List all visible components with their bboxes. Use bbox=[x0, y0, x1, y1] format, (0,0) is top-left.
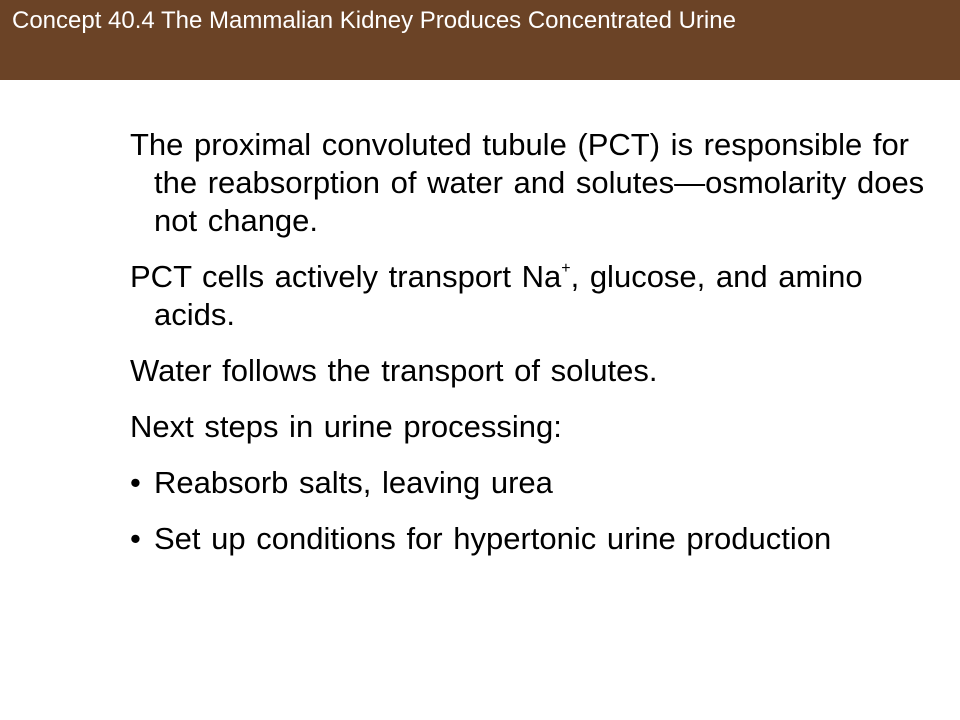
pct-transport-text-start: PCT cells actively transport Na bbox=[130, 259, 562, 294]
pct-transport-text-end: , glucose, and amino acids. bbox=[154, 259, 863, 332]
list-item-reabsorb-salts bbox=[130, 464, 930, 502]
bullet-icon: • bbox=[130, 465, 141, 500]
paragraph-next-steps: Next steps in urine processing: bbox=[130, 409, 562, 444]
list-item-text: Reabsorb salts, leaving urea bbox=[154, 465, 553, 500]
paragraph-water-follows: Water follows the transport of solutes. bbox=[130, 353, 658, 388]
next-steps-list bbox=[130, 464, 930, 558]
title-bar bbox=[0, 0, 960, 80]
list-item-hypertonic-conditions bbox=[130, 520, 930, 558]
paragraph-pct-transport bbox=[130, 258, 930, 334]
paragraph-pct-reabsorption: The proximal convoluted tubule (PCT) is responsible for the reabsorption of water and solutes—osmolarity does not change. bbox=[130, 127, 925, 238]
list-item-text: Set up conditions for hypertonic urine production bbox=[154, 521, 832, 556]
sodium-charge-superscript: + bbox=[561, 260, 571, 277]
slide-title: Concept 40.4 The Mammalian Kidney Produces Concentrated Urine bbox=[12, 7, 736, 34]
slide-body bbox=[130, 126, 930, 576]
bullet-icon: • bbox=[130, 521, 141, 556]
